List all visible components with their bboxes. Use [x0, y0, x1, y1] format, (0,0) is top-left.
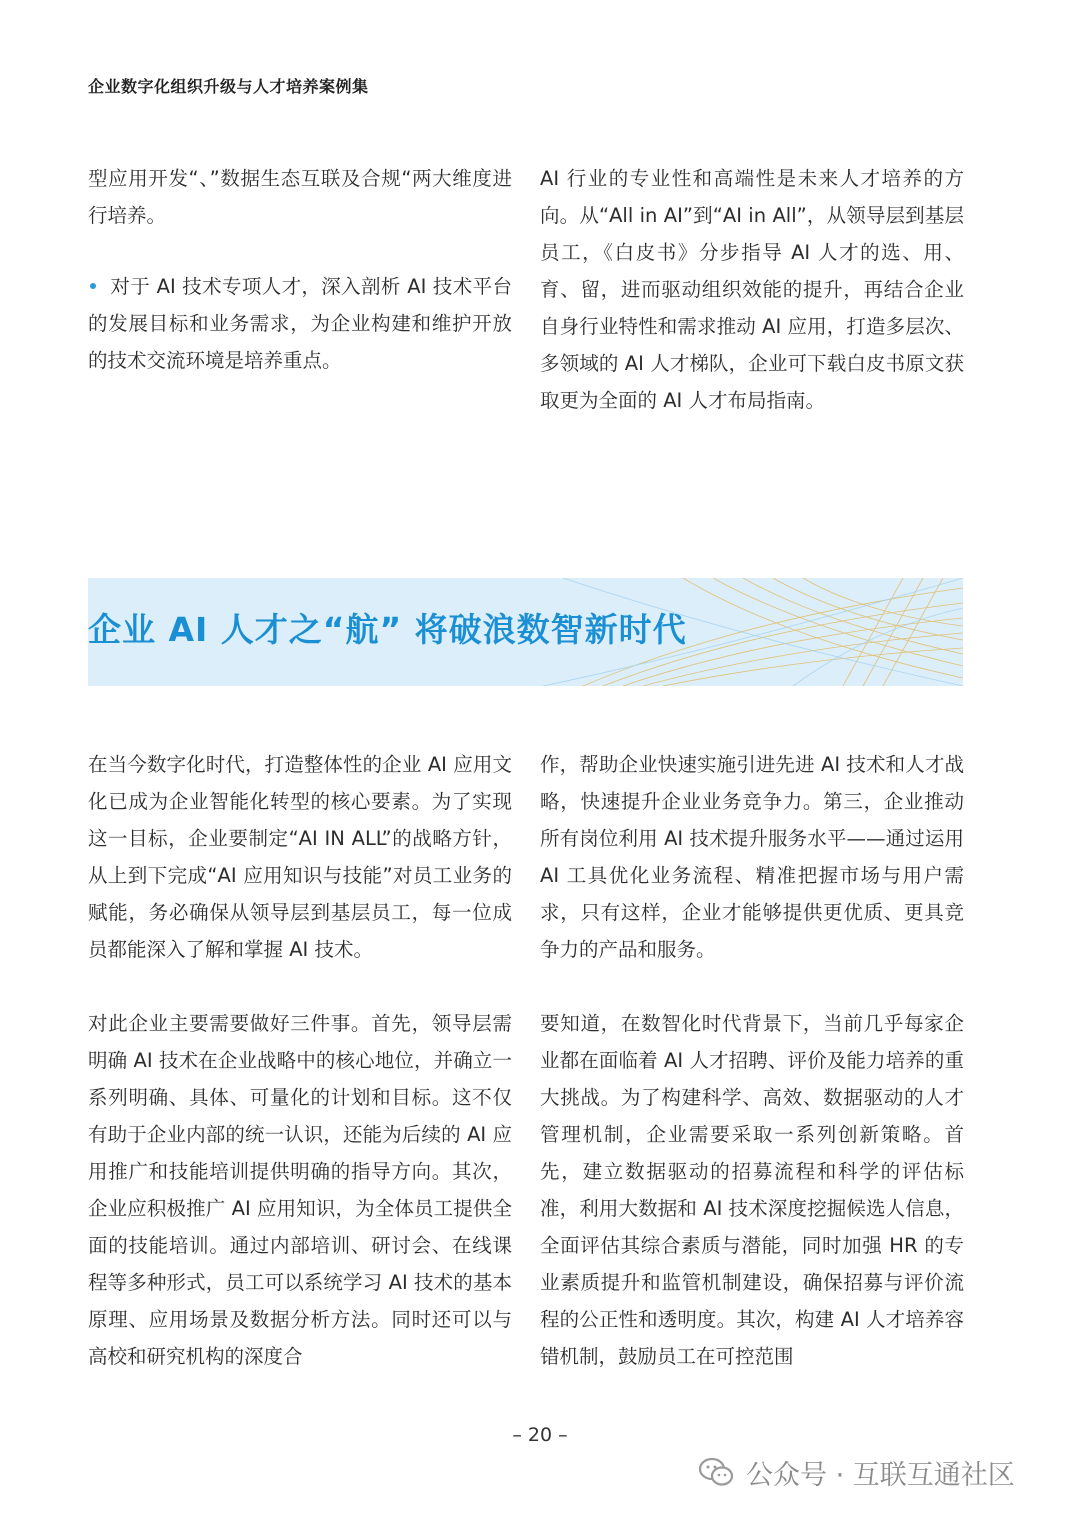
section-right-paragraph-1: 作，帮助企业快速实施引进先进 AI 技术和人才战略，快速提升企业业务竞争力。第三，企业推动所有岗位利用 AI 技术提升服务水平——通过运用 AI 工具优化业务流程、精准把握市场与用户需求，只有这样，企业才能够提供更优质、更具竞争力的产品和服务。 — [540, 753, 964, 961]
section-banner — [88, 578, 963, 686]
section-left-paragraph-1: 在当今数字化时代，打造整体性的企业 AI 应用文化已成为企业智能化转型的核心要素。为了实现这一目标，企业要制定“AI IN ALL”的战略方针，从上到下完成“AI 应用知识与技能”对员工业务的赋能，务必确保从领导层到基层员工，每一位成员都能深入了解和掌握 AI 技术。 — [88, 753, 512, 961]
bullet-text: 对于 AI 技术专项人才，深入剖析 AI 技术平台的发展目标和业务需求，为企业构建和维护开放的技术交流环境是培养重点。 — [88, 275, 512, 372]
section-right-paragraph-2: 要知道，在数智化时代背景下，当前几乎每家企业都在面临着 AI 人才招聘、评价及能力培养的重大挑战。为了构建科学、高效、数据驱动的人才管理机制，企业需要采取一系列创新策略。首先，建立数据驱动的招募流程和科学的评估标准，利用大数据和 AI 技术深度挖掘候选人信息，全面评估其综合素质与潜能，同时加强 HR 的专业素质提升和监管机制建设，确保招募与评价流程的公正性和透明度。其次，构建 AI 人才培养容错机制，鼓励员工在可控范围 — [540, 1012, 964, 1368]
top-right-paragraph: AI 行业的专业性和高端性是未来人才培养的方向。从“All in AI”到“AI in All”，从领导层到基层员工，《白皮书》分步指导 AI 人才的选、用、育、留，进而驱动组织效能的提升，再结合企业自身行业特性和需求推动 AI 应用，打造多层次、多领域的 AI 人才梯队，企业可下载白皮书原文获取更为全面的 AI 人才布局指南。 — [540, 167, 964, 412]
bullet-dot-icon — [90, 283, 96, 289]
top-left-bullet-item — [88, 268, 512, 379]
section-left-paragraph-2: 对此企业主要需要做好三件事。首先，领导层需明确 AI 技术在企业战略中的核心地位，并确立一系列明确、具体、可量化的计划和目标。这不仅有助于企业内部的统一认识，还能为后续的 AI 应用推广和技能培训提供明确的指导方向。其次，企业应积极推广 AI 应用知识，为全体员工提供全面的技能培训。通过内部培训、研讨会、在线课程等多种形式，员工可以系统学习 AI 技术的基本原理、应用场景及数据分析方法。同时还可以与高校和研究机构的深度合 — [88, 1012, 512, 1368]
document-header-title: 企业数字化组织升级与人才培养案例集 — [88, 77, 369, 96]
top-left-column — [88, 160, 512, 379]
section-left-column — [88, 746, 512, 1375]
watermark-text: 公众号 · 互联互通社区 — [746, 1459, 1015, 1491]
top-left-paragraph: 型应用开发“、”数据生态互联及合规“两大维度进行培养。 — [88, 167, 512, 227]
section-banner-title: 企业 AI 人才之“航” 将破浪数智新时代 — [88, 610, 687, 649]
section-right-column — [540, 746, 964, 1375]
page-number: – 20 – — [512, 1424, 568, 1446]
watermark — [698, 1452, 1015, 1492]
top-right-column — [540, 160, 964, 419]
wechat-icon — [698, 1456, 734, 1488]
